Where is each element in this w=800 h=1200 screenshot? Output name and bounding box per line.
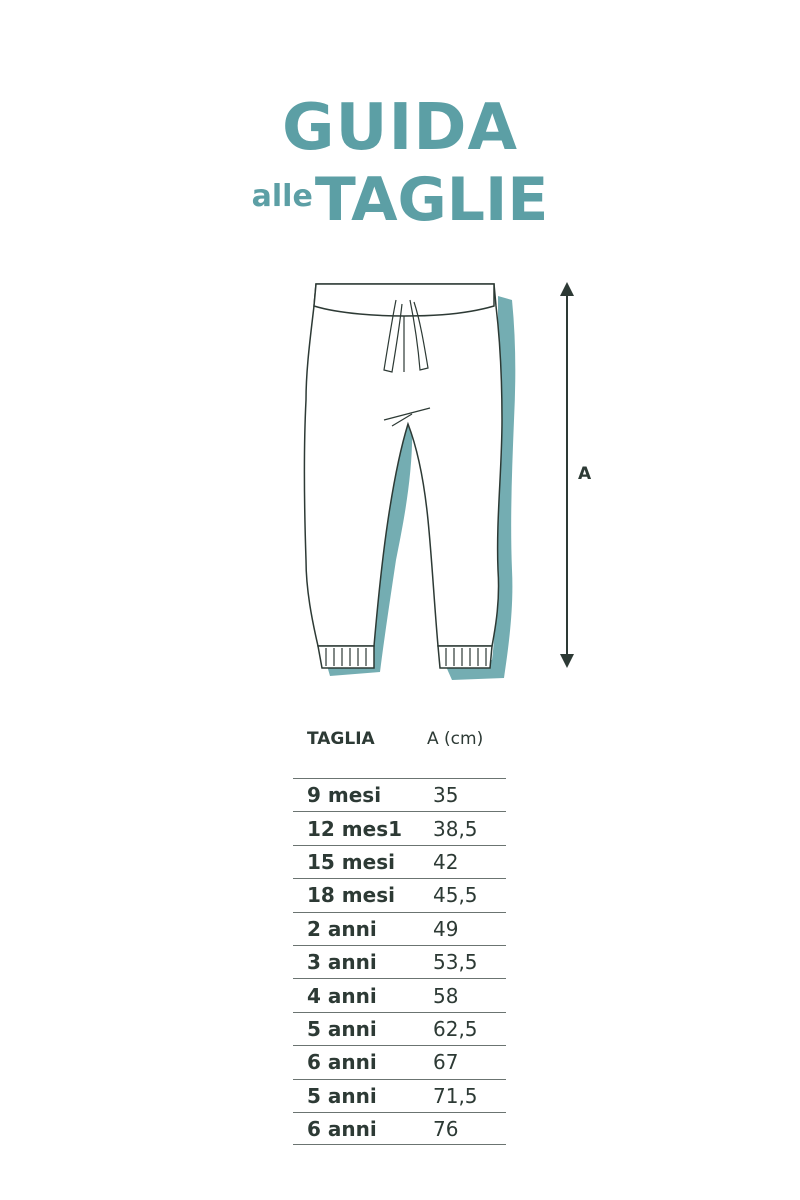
- table-row: [293, 811, 506, 844]
- table-row: [293, 845, 506, 878]
- pants-illustration: [0, 260, 800, 700]
- size-cell: 12 mes1: [307, 816, 403, 841]
- measure-label: A: [578, 464, 592, 484]
- table-row: [293, 1012, 506, 1045]
- table-row: [293, 878, 506, 911]
- table-row: [293, 945, 506, 978]
- table-body: [293, 778, 506, 1145]
- table-row: [293, 778, 506, 811]
- size-table: [293, 727, 506, 1145]
- length-cell: 42: [433, 849, 459, 874]
- header-size: TAGLIA: [307, 729, 375, 749]
- table-header: [293, 727, 506, 751]
- length-cell: 38,5: [433, 816, 478, 841]
- size-cell: 18 mesi: [307, 883, 395, 908]
- table-row: [293, 1045, 506, 1078]
- length-cell: 71,5: [433, 1083, 478, 1108]
- page-subtitle: [0, 165, 800, 235]
- length-cell: 58: [433, 983, 459, 1008]
- title-prefix: alle: [251, 179, 313, 214]
- size-cell: 2 anni: [307, 916, 377, 941]
- size-cell: 9 mesi: [307, 783, 382, 808]
- table-row: [293, 912, 506, 945]
- length-arrow: [560, 282, 574, 668]
- length-cell: 45,5: [433, 883, 478, 908]
- header-length: A (cm): [427, 729, 484, 749]
- page-title: GUIDA: [282, 91, 518, 165]
- length-cell: 76: [433, 1116, 459, 1141]
- length-cell: 35: [433, 783, 459, 808]
- table-row: [293, 1112, 506, 1145]
- size-cell: 4 anni: [307, 983, 377, 1008]
- size-cell: 5 anni: [307, 1016, 377, 1041]
- table-row: [293, 1079, 506, 1112]
- size-cell: 3 anni: [307, 950, 377, 975]
- size-cell: 5 anni: [307, 1083, 377, 1108]
- table-row: [293, 978, 506, 1011]
- length-cell: 49: [433, 916, 459, 941]
- length-cell: 53,5: [433, 950, 478, 975]
- size-cell: 6 anni: [307, 1050, 377, 1075]
- size-cell: 6 anni: [307, 1116, 377, 1141]
- size-cell: 15 mesi: [307, 849, 395, 874]
- length-cell: 62,5: [433, 1016, 478, 1041]
- title-main-word: TAGLIE: [314, 165, 549, 235]
- length-cell: 67: [433, 1050, 459, 1075]
